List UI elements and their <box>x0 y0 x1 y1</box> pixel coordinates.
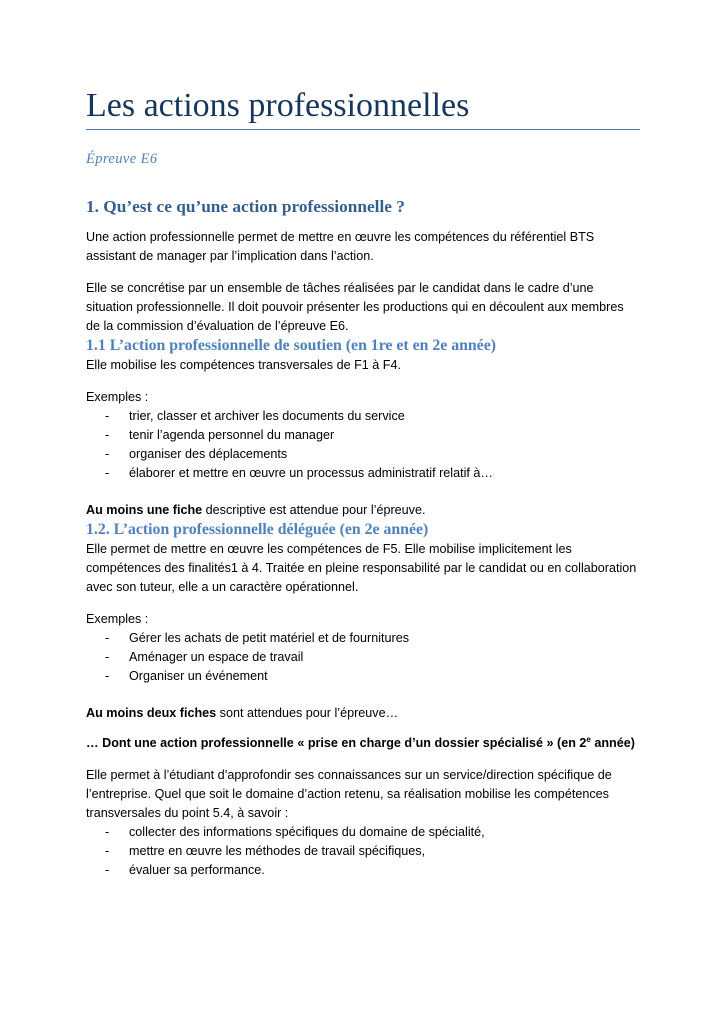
dash-bullet: - <box>105 650 110 664</box>
list-item <box>86 629 640 648</box>
dash-bullet: - <box>105 466 110 480</box>
examples-list-soutien <box>86 407 640 483</box>
examples-label: Exemples : <box>86 612 149 626</box>
list-item <box>86 667 640 686</box>
dash-bullet: - <box>105 825 110 839</box>
dash-bullet: - <box>105 447 110 461</box>
paragraph-deleguee-intro: Elle permet de mettre en œuvre les compétences de F5. Elle mobilise implicitement les compétences des finalités1 à 4. Traitée en pleine responsabilité par le candidat ou en collaboration avec son tuteur, elle a un caractère opérationnel. <box>86 542 637 594</box>
competences-list <box>86 823 640 880</box>
list-item-text: organiser des déplacements <box>129 447 288 461</box>
dash-bullet: - <box>105 863 110 877</box>
list-item <box>86 648 640 667</box>
list-item-text: Gérer les achats de petit matériel et de fournitures <box>129 631 410 645</box>
list-item <box>86 842 640 861</box>
special-text-b: année) <box>590 736 635 750</box>
list-item <box>86 861 640 880</box>
note-soutien <box>86 501 640 520</box>
list-item-text: évaluer sa performance. <box>129 863 265 877</box>
note-deleguee <box>86 704 640 723</box>
superscript-e: e <box>586 734 591 744</box>
list-item <box>86 407 640 426</box>
list-item-text: élaborer et mettre en œuvre un processus administratif relatif à… <box>129 466 493 480</box>
examples-label: Exemples : <box>86 390 149 404</box>
heading-section-1: 1. Qu’est ce qu’une action professionnelle ? <box>86 197 405 216</box>
note-emphasis: Au moins deux fiches <box>86 706 217 720</box>
list-item-text: tenir l’agenda personnel du manager <box>129 428 335 442</box>
dash-bullet: - <box>105 844 110 858</box>
special-dossier-heading <box>86 734 640 753</box>
note-emphasis: Au moins une fiche <box>86 503 203 517</box>
note-text: descriptive est attendue pour l’épreuve. <box>202 503 426 517</box>
dash-bullet: - <box>105 669 110 683</box>
dash-bullet: - <box>105 428 110 442</box>
dash-bullet: - <box>105 631 110 645</box>
special-text-a: … Dont une action professionnelle « prise en charge d’un dossier spécialisé » (en 2 <box>86 736 587 750</box>
list-item <box>86 823 640 842</box>
list-item-text: mettre en œuvre les méthodes de travail spécifiques, <box>129 844 426 858</box>
document-subtitle: Épreuve E6 <box>86 151 158 167</box>
list-item-text: Aménager un espace de travail <box>129 650 304 664</box>
document-title: Les actions professionnelles <box>86 87 470 124</box>
title-underline <box>86 129 640 130</box>
list-item <box>86 464 640 483</box>
list-item-text: collecter des informations spécifiques du domaine de spécialité, <box>129 825 485 839</box>
note-text: sont attendues pour l’épreuve… <box>216 706 399 720</box>
dash-bullet: - <box>105 409 110 423</box>
paragraph-concretisation: Elle se concrétise par un ensemble de tâches réalisées par le candidat dans le cadre d’une situation professionnelle. Il doit pouvoir présenter les productions qui en découlent aux membres de la commission d’évaluation de l’épreuve E6. <box>86 281 624 333</box>
list-item-text: trier, classer et archiver les documents du service <box>129 409 405 423</box>
examples-list-deleguee <box>86 629 640 686</box>
list-item-text: Organiser un événement <box>129 669 268 683</box>
list-item <box>86 426 640 445</box>
paragraph-definition: Une action professionnelle permet de mettre en œuvre les compétences du référentiel BTS assistant de manager par l’implication dans l’action. <box>86 230 595 263</box>
paragraph-soutien-intro: Elle mobilise les compétences transversales de F1 à F4. <box>86 358 401 372</box>
heading-section-1-2: 1.2. L’action professionnelle déléguée (en 2e année) <box>86 521 429 538</box>
paragraph-special-dossier: Elle permet à l’étudiant d’approfondir ses connaissances sur un service/direction spécifique de l’entreprise. Quel que soit le domaine d’action retenu, sa réalisation mobilise les compétences transversales du point 5.4, à savoir : <box>86 768 612 820</box>
heading-section-1-1: 1.1 L’action professionnelle de soutien (en 1re et en 2e année) <box>86 337 496 354</box>
list-item <box>86 445 640 464</box>
